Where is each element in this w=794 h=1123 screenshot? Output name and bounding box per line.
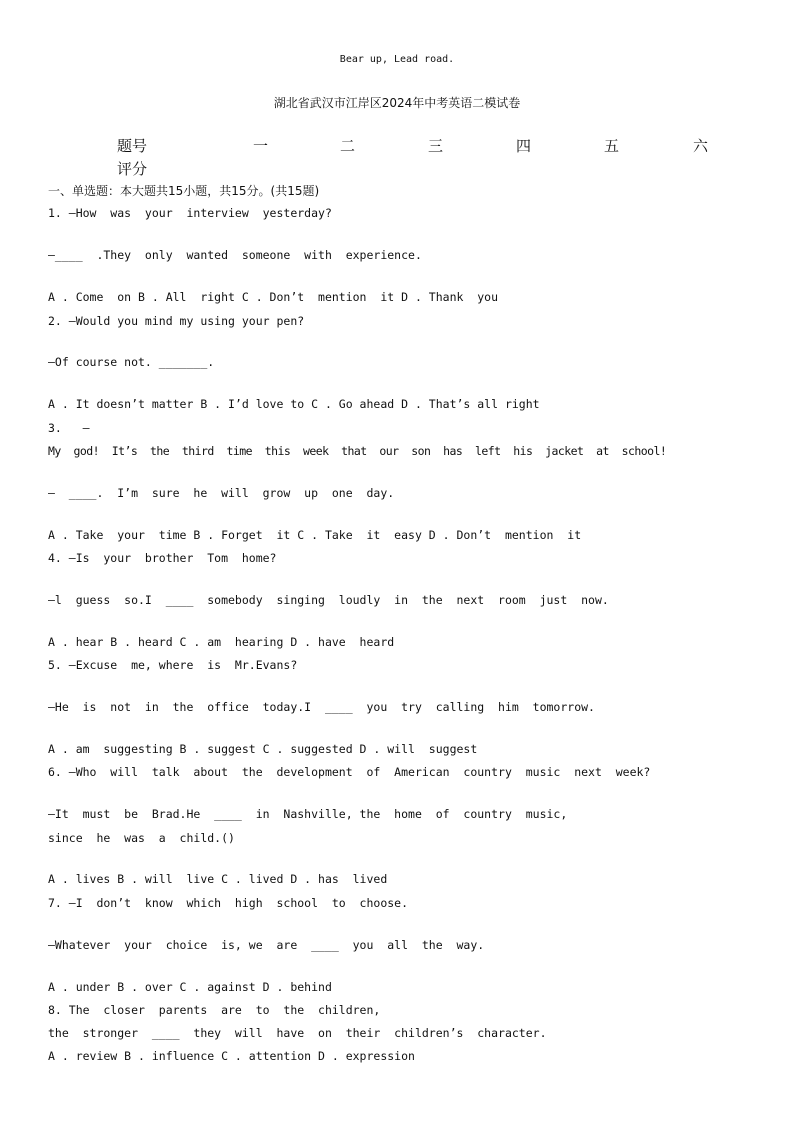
- q3-stem: My god! It’s the third time this week that our son has left his jacket at school!: [48, 444, 667, 458]
- q4-options: A . hear B . heard C . am hearing D . have heard: [48, 635, 395, 649]
- q6-reply-cont: since he was a child.(): [48, 831, 235, 845]
- q5-reply: —He is not in the office today.I ____ you try calling him tomorrow.: [48, 700, 595, 714]
- exam-title: 湖北省武汉市江岸区2024年中考英语二模试卷: [273, 96, 521, 110]
- q4-reply: —l guess so.I ____ somebody singing loudly in the next room just now.: [48, 593, 609, 607]
- q4-stem: 4. —Is your brother Tom home?: [48, 551, 277, 565]
- score-col-1: 一: [253, 137, 269, 155]
- score-col-4: 四: [516, 137, 532, 155]
- q5-stem: 5. —Excuse me, where is Mr.Evans?: [48, 658, 298, 672]
- score-table-row1-label: 题号: [117, 137, 148, 155]
- q7-options: A . under B . over C . against D . behind: [48, 980, 332, 994]
- q1-options: A . Come on B . All right C . Don’t mention it D . Thank you: [48, 290, 499, 304]
- q5-options: A . am suggesting B . suggest C . suggested D . will suggest: [48, 742, 478, 756]
- score-col-2: 二: [340, 137, 356, 155]
- q8-stem-cont: the stronger ____ they will have on their children’s character.: [48, 1026, 547, 1040]
- q6-options: A . lives B . will live C . lived D . has lived: [48, 872, 388, 886]
- score-col-6: 六: [693, 137, 709, 155]
- score-table-row2-label: 评分: [117, 160, 148, 178]
- header-motto: Bear up, Lead road.: [339, 54, 455, 65]
- q1-reply: —____ .They only wanted someone with experience.: [48, 248, 422, 262]
- q1-stem: 1. —How was your interview yesterday?: [48, 206, 332, 220]
- q6-reply: —It must be Brad.He ____ in Nashville, the home of country music,: [48, 807, 568, 821]
- q3-reply: — ____. I’m sure he will grow up one day.: [48, 486, 395, 500]
- section-heading: 一、单选题：本大题共15小题，共15分。(共15题): [48, 184, 320, 198]
- q7-stem: 7. —I don’t know which high school to choose.: [48, 896, 409, 910]
- q3-number: 3. —: [48, 421, 90, 435]
- q2-reply: —Of course not. _______.: [48, 355, 215, 369]
- q8-options: A . review B . influence C . attention D . expression: [48, 1049, 415, 1063]
- score-col-5: 五: [604, 137, 620, 155]
- q6-stem: 6. —Who will talk about the development of American country music next week?: [48, 765, 651, 779]
- q7-reply: —Whatever your choice is, we are ____ you all the way.: [48, 938, 485, 952]
- q3-options: A . Take your time B . Forget it C . Take it easy D . Don’t mention it: [48, 528, 582, 542]
- q2-stem: 2. —Would you mind my using your pen?: [48, 314, 305, 328]
- q2-options: A . It doesn’t matter B . I’d love to C . Go ahead D . That’s all right: [48, 397, 540, 411]
- q8-stem: 8. The closer parents are to the children,: [48, 1003, 381, 1017]
- score-col-3: 三: [428, 137, 444, 155]
